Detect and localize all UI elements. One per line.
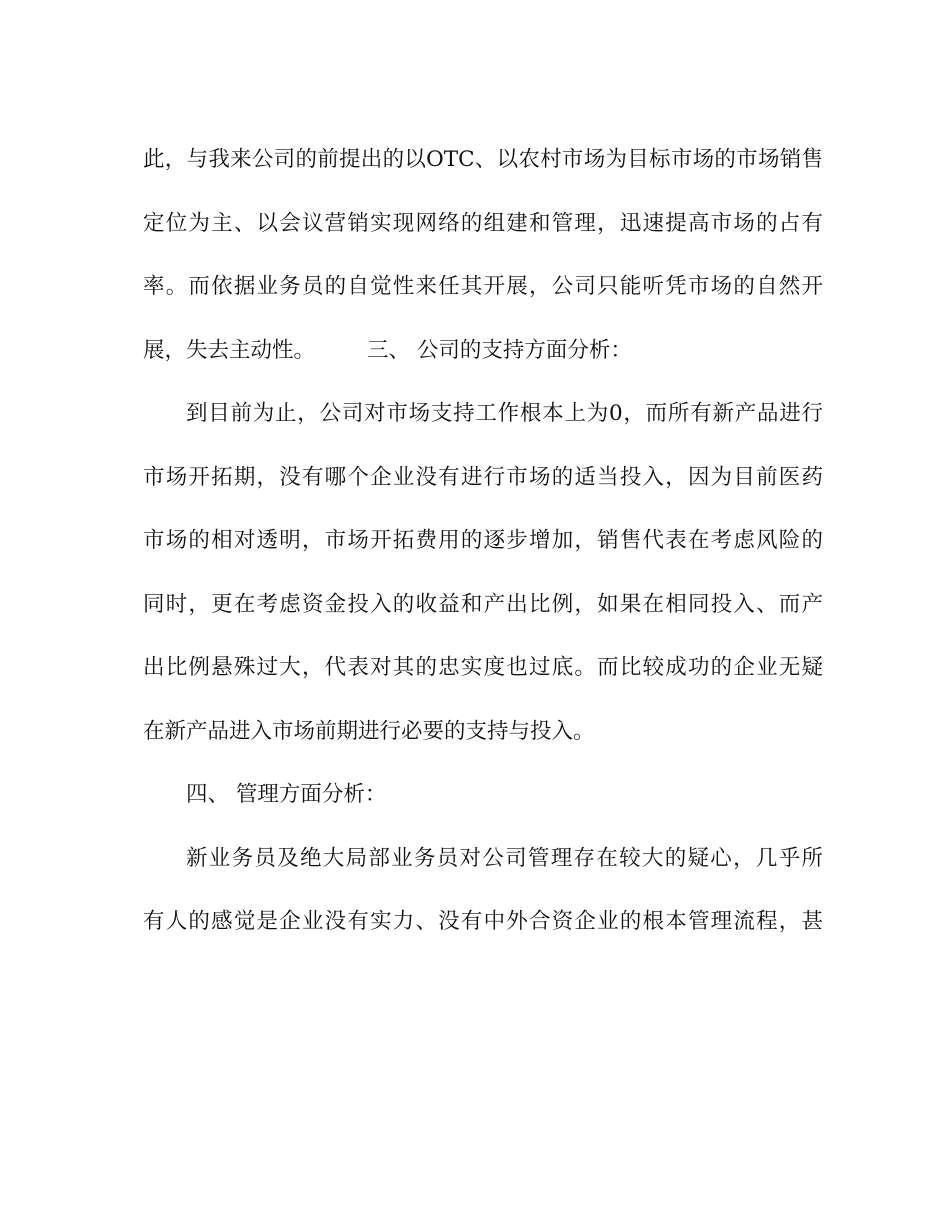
- paragraph-line: 展，失去主动性。: [143, 337, 316, 363]
- paragraph-line-with-heading: [143, 319, 823, 383]
- paragraph-line: 率。而依据业务员的自觉性来任其开展，公司只能听凭市场的自然开: [143, 274, 823, 299]
- paragraph-line: 同时，更在考虑资金投入的收益和产出比例，如果在相同投入、而产: [143, 591, 823, 617]
- paragraph-line: 市场的相对透明，市场开拓费用的逐步增加，销售代表在考虑风险的: [143, 528, 823, 553]
- paragraph-line: 到目前为止，公司对市场支持工作根本上为0，而所有新产品进行: [186, 401, 823, 426]
- paragraph-line: 定位为主、以会议营销实现网络的组建和管理，迅速提高市场的占有: [143, 210, 823, 236]
- paragraph-line: 出比例悬殊过大，代表对其的忠实度也过底。而比较成功的企业无疑: [143, 655, 823, 680]
- paragraph-line: 在新产品进入市场前期进行必要的支持与投入。: [143, 718, 595, 744]
- paragraph-line: 市场开拓期，没有哪个企业没有进行市场的适当投入，因为目前医药: [143, 464, 823, 490]
- section-heading-4: 四、 管理方面分析：: [186, 782, 387, 807]
- paragraph-line: 此，与我来公司的前提出的以OTC、以农村市场为目标市场的市场销售: [143, 147, 823, 172]
- paragraph-line: 有人的感觉是企业没有实力、没有中外合资企业的根本管理流程，甚: [143, 909, 823, 934]
- paragraph-line: 新业务员及绝大局部业务员对公司管理存在较大的疑心，几乎所: [186, 845, 823, 871]
- section-heading-3: 三、 公司的支持方面分析：: [367, 337, 632, 363]
- document-body: [143, 128, 823, 954]
